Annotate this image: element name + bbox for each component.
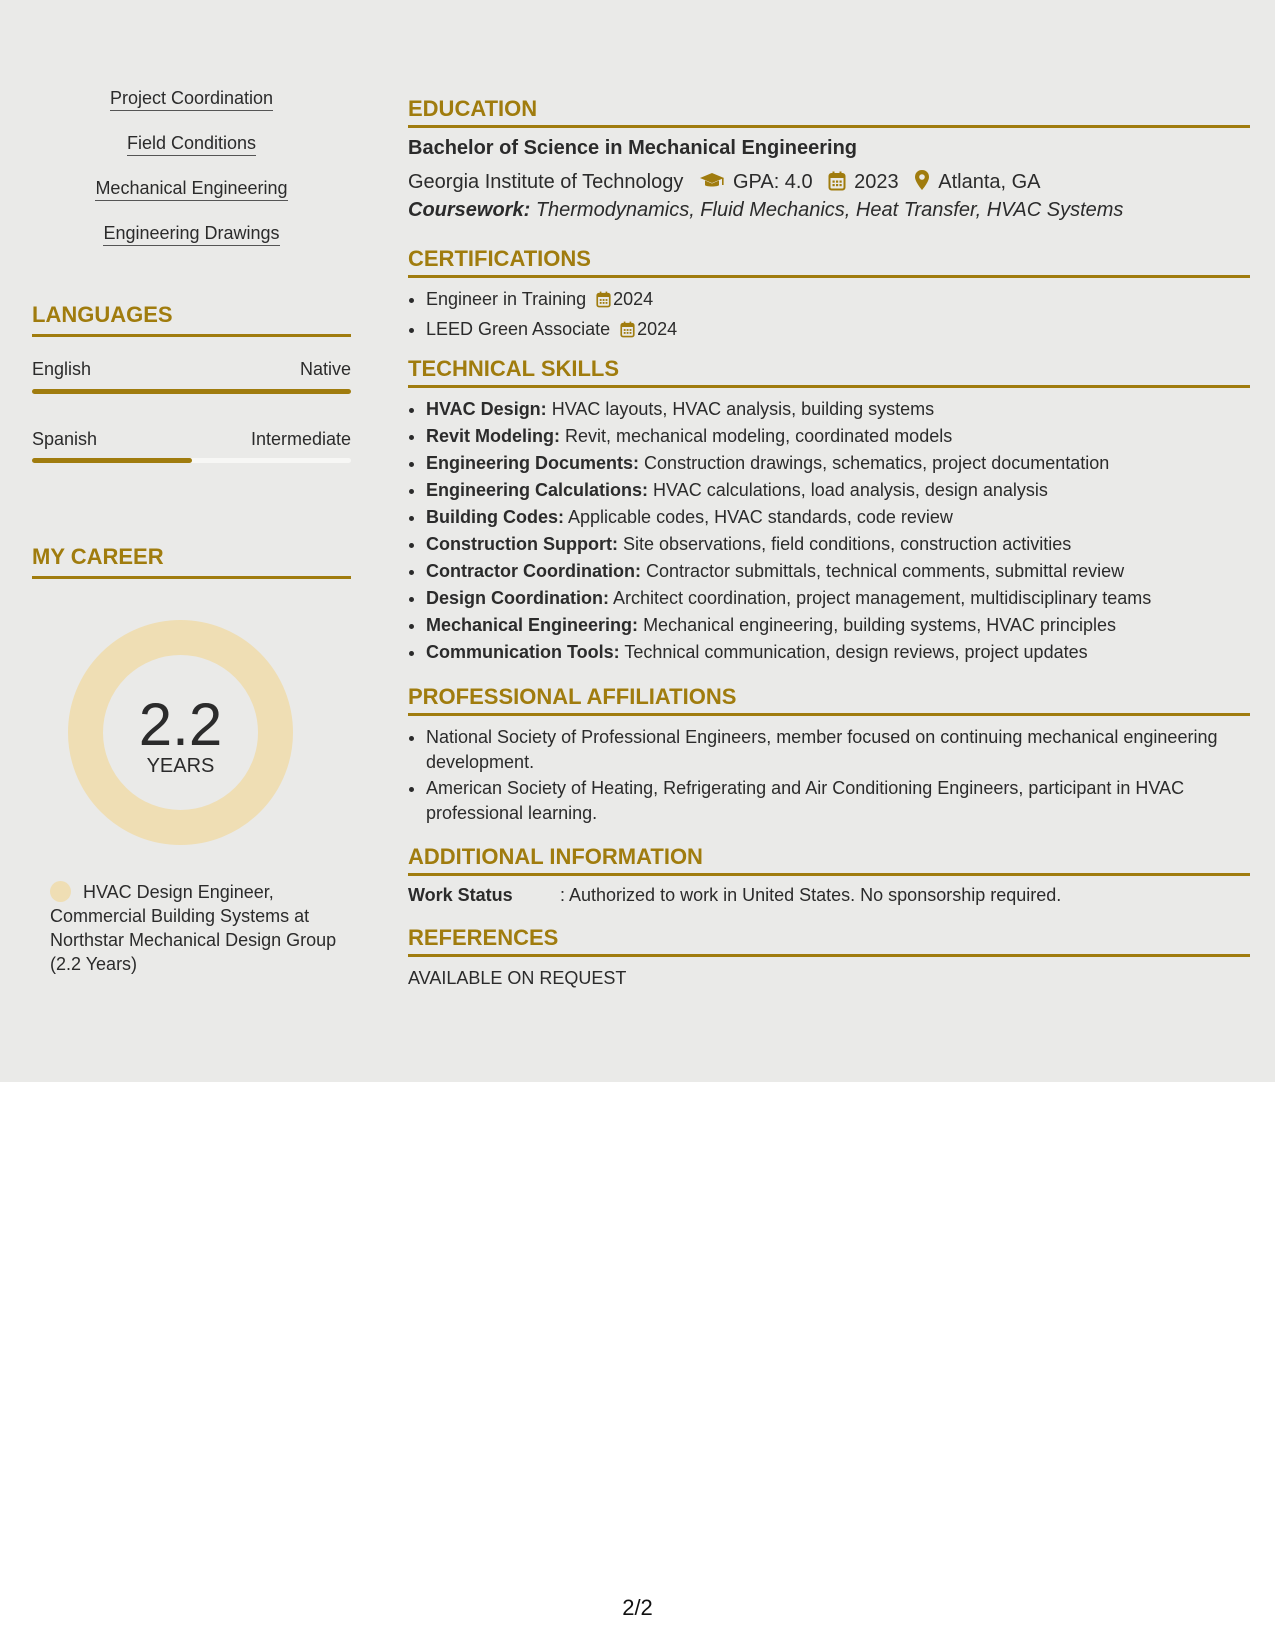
- coursework-list: Thermodynamics, Fluid Mechanics, Heat Transfer, HVAC Systems: [535, 199, 1124, 221]
- education-heading: EDUCATION: [408, 96, 1250, 128]
- skill-text: Construction drawings, schematics, project documentation: [644, 453, 1110, 473]
- skill-text: HVAC layouts, HVAC analysis, building systems: [551, 399, 935, 419]
- calendar-icon: [828, 171, 846, 197]
- certification-year: 2024: [613, 289, 654, 309]
- career-years-donut: [68, 620, 293, 845]
- skill-tag[interactable]: Field Conditions: [32, 133, 351, 154]
- calendar-icon: [596, 289, 611, 316]
- affiliations-heading: PROFESSIONAL AFFILIATIONS: [408, 684, 1250, 716]
- language-proficiency-bar: [32, 389, 351, 394]
- skill-label: Communication Tools:: [426, 642, 620, 662]
- list-item: [426, 423, 1250, 450]
- skill-label: Contractor Coordination:: [426, 561, 641, 581]
- skill-label: HVAC Design:: [426, 399, 547, 419]
- list-item: • National Society of Professional Engineers, member focused on continuing mechanical engineering development.: [426, 725, 1250, 775]
- list-item: [426, 316, 1250, 346]
- career-heading: MY CAREER: [32, 544, 351, 579]
- certifications-heading: CERTIFICATIONS: [408, 246, 1250, 278]
- list-item: [426, 450, 1250, 477]
- references-heading: REFERENCES: [408, 925, 1250, 957]
- certification-year: 2024: [637, 319, 678, 339]
- career-entry-text: HVAC Design Engineer, Commercial Building Systems at Northstar Mechanical Design Group (2.2 Years): [50, 882, 337, 974]
- language-level: Intermediate: [250, 429, 351, 449]
- career-entry: [50, 880, 340, 976]
- degree-title: Bachelor of Science in Mechanical Engineering: [408, 137, 858, 159]
- skill-tag[interactable]: Mechanical Engineering: [32, 178, 351, 199]
- references-text: AVAILABLE ON REQUEST: [408, 968, 627, 988]
- skill-label: Building Codes:: [426, 507, 564, 527]
- certification-name: Engineer in Training: [426, 289, 587, 309]
- language-proficiency-fill: [32, 389, 351, 394]
- school-location: Atlanta, GA: [938, 171, 1041, 193]
- language-proficiency-bar: [32, 458, 351, 463]
- school-line: [408, 169, 1041, 197]
- list-item: [426, 585, 1250, 612]
- list-item: [426, 396, 1250, 423]
- certification-name: LEED Green Associate: [426, 319, 611, 339]
- skill-label: Design Coordination:: [426, 588, 609, 608]
- list-item: • American Society of Heating, Refrigerating and Air Conditioning Engineers, participant in HVAC professional learning.: [426, 776, 1250, 826]
- skill-label: Engineering Calculations:: [426, 480, 649, 500]
- skill-label: Construction Support:: [426, 534, 618, 554]
- career-legend-dot: [50, 881, 71, 902]
- skill-text: HVAC calculations, load analysis, design analysis: [653, 480, 1048, 500]
- skill-label: Engineering Documents:: [426, 453, 640, 473]
- skill-text: Site observations, field conditions, construction activities: [623, 534, 1072, 554]
- list-item: [426, 504, 1250, 531]
- list-item: [426, 612, 1250, 639]
- coursework-label: Coursework:: [408, 199, 531, 221]
- graduation-year: 2023: [854, 171, 899, 193]
- work-status-value: : Authorized to work in United States. No sponsorship required.: [560, 885, 1062, 905]
- graduation-cap-icon: [699, 171, 725, 197]
- list-item: [426, 558, 1250, 585]
- language-name: Spanish: [32, 429, 98, 449]
- skill-text: Architect coordination, project management, multidisciplinary teams: [613, 588, 1152, 608]
- skill-label: Revit Modeling:: [426, 426, 560, 446]
- technical-skills-list: [408, 396, 1250, 666]
- career-total-years: 2.2: [138, 691, 223, 758]
- list-item: [426, 531, 1250, 558]
- skill-text: Technical communication, design reviews, project updates: [624, 642, 1088, 662]
- skill-text: Revit, mechanical modeling, coordinated models: [565, 426, 953, 446]
- language-name: English: [32, 359, 92, 379]
- skill-tag[interactable]: Engineering Drawings: [32, 223, 351, 244]
- skill-text: Mechanical engineering, building systems, HVAC principles: [643, 615, 1116, 635]
- page-number: 2/2: [622, 1595, 653, 1620]
- language-level: Native: [299, 359, 351, 379]
- school-name: Georgia Institute of Technology: [408, 171, 684, 193]
- list-item: [426, 477, 1250, 504]
- career-years-unit: YEARS: [146, 755, 215, 777]
- skill-text: Applicable codes, HVAC standards, code review: [568, 507, 953, 527]
- coursework: [408, 199, 1123, 222]
- language-proficiency-fill: [32, 458, 192, 463]
- skill-tag[interactable]: Project Coordination: [32, 88, 351, 109]
- additional-info-heading: ADDITIONAL INFORMATION: [408, 844, 1250, 876]
- skill-label: Mechanical Engineering:: [426, 615, 639, 635]
- list-item: [426, 286, 1250, 316]
- work-status: [408, 885, 1061, 906]
- technical-skills-heading: TECHNICAL SKILLS: [408, 356, 1250, 388]
- gpa: GPA: 4.0: [732, 171, 813, 193]
- languages-heading: LANGUAGES: [32, 302, 351, 337]
- location-pin-icon: [914, 169, 930, 197]
- certifications-list: [408, 286, 1250, 346]
- calendar-icon: [620, 319, 635, 346]
- affiliations-list: [408, 725, 1250, 827]
- list-item: [426, 639, 1250, 666]
- work-status-label: Work Status: [408, 885, 513, 905]
- skill-text: Contractor submittals, technical comments, submittal review: [646, 561, 1125, 581]
